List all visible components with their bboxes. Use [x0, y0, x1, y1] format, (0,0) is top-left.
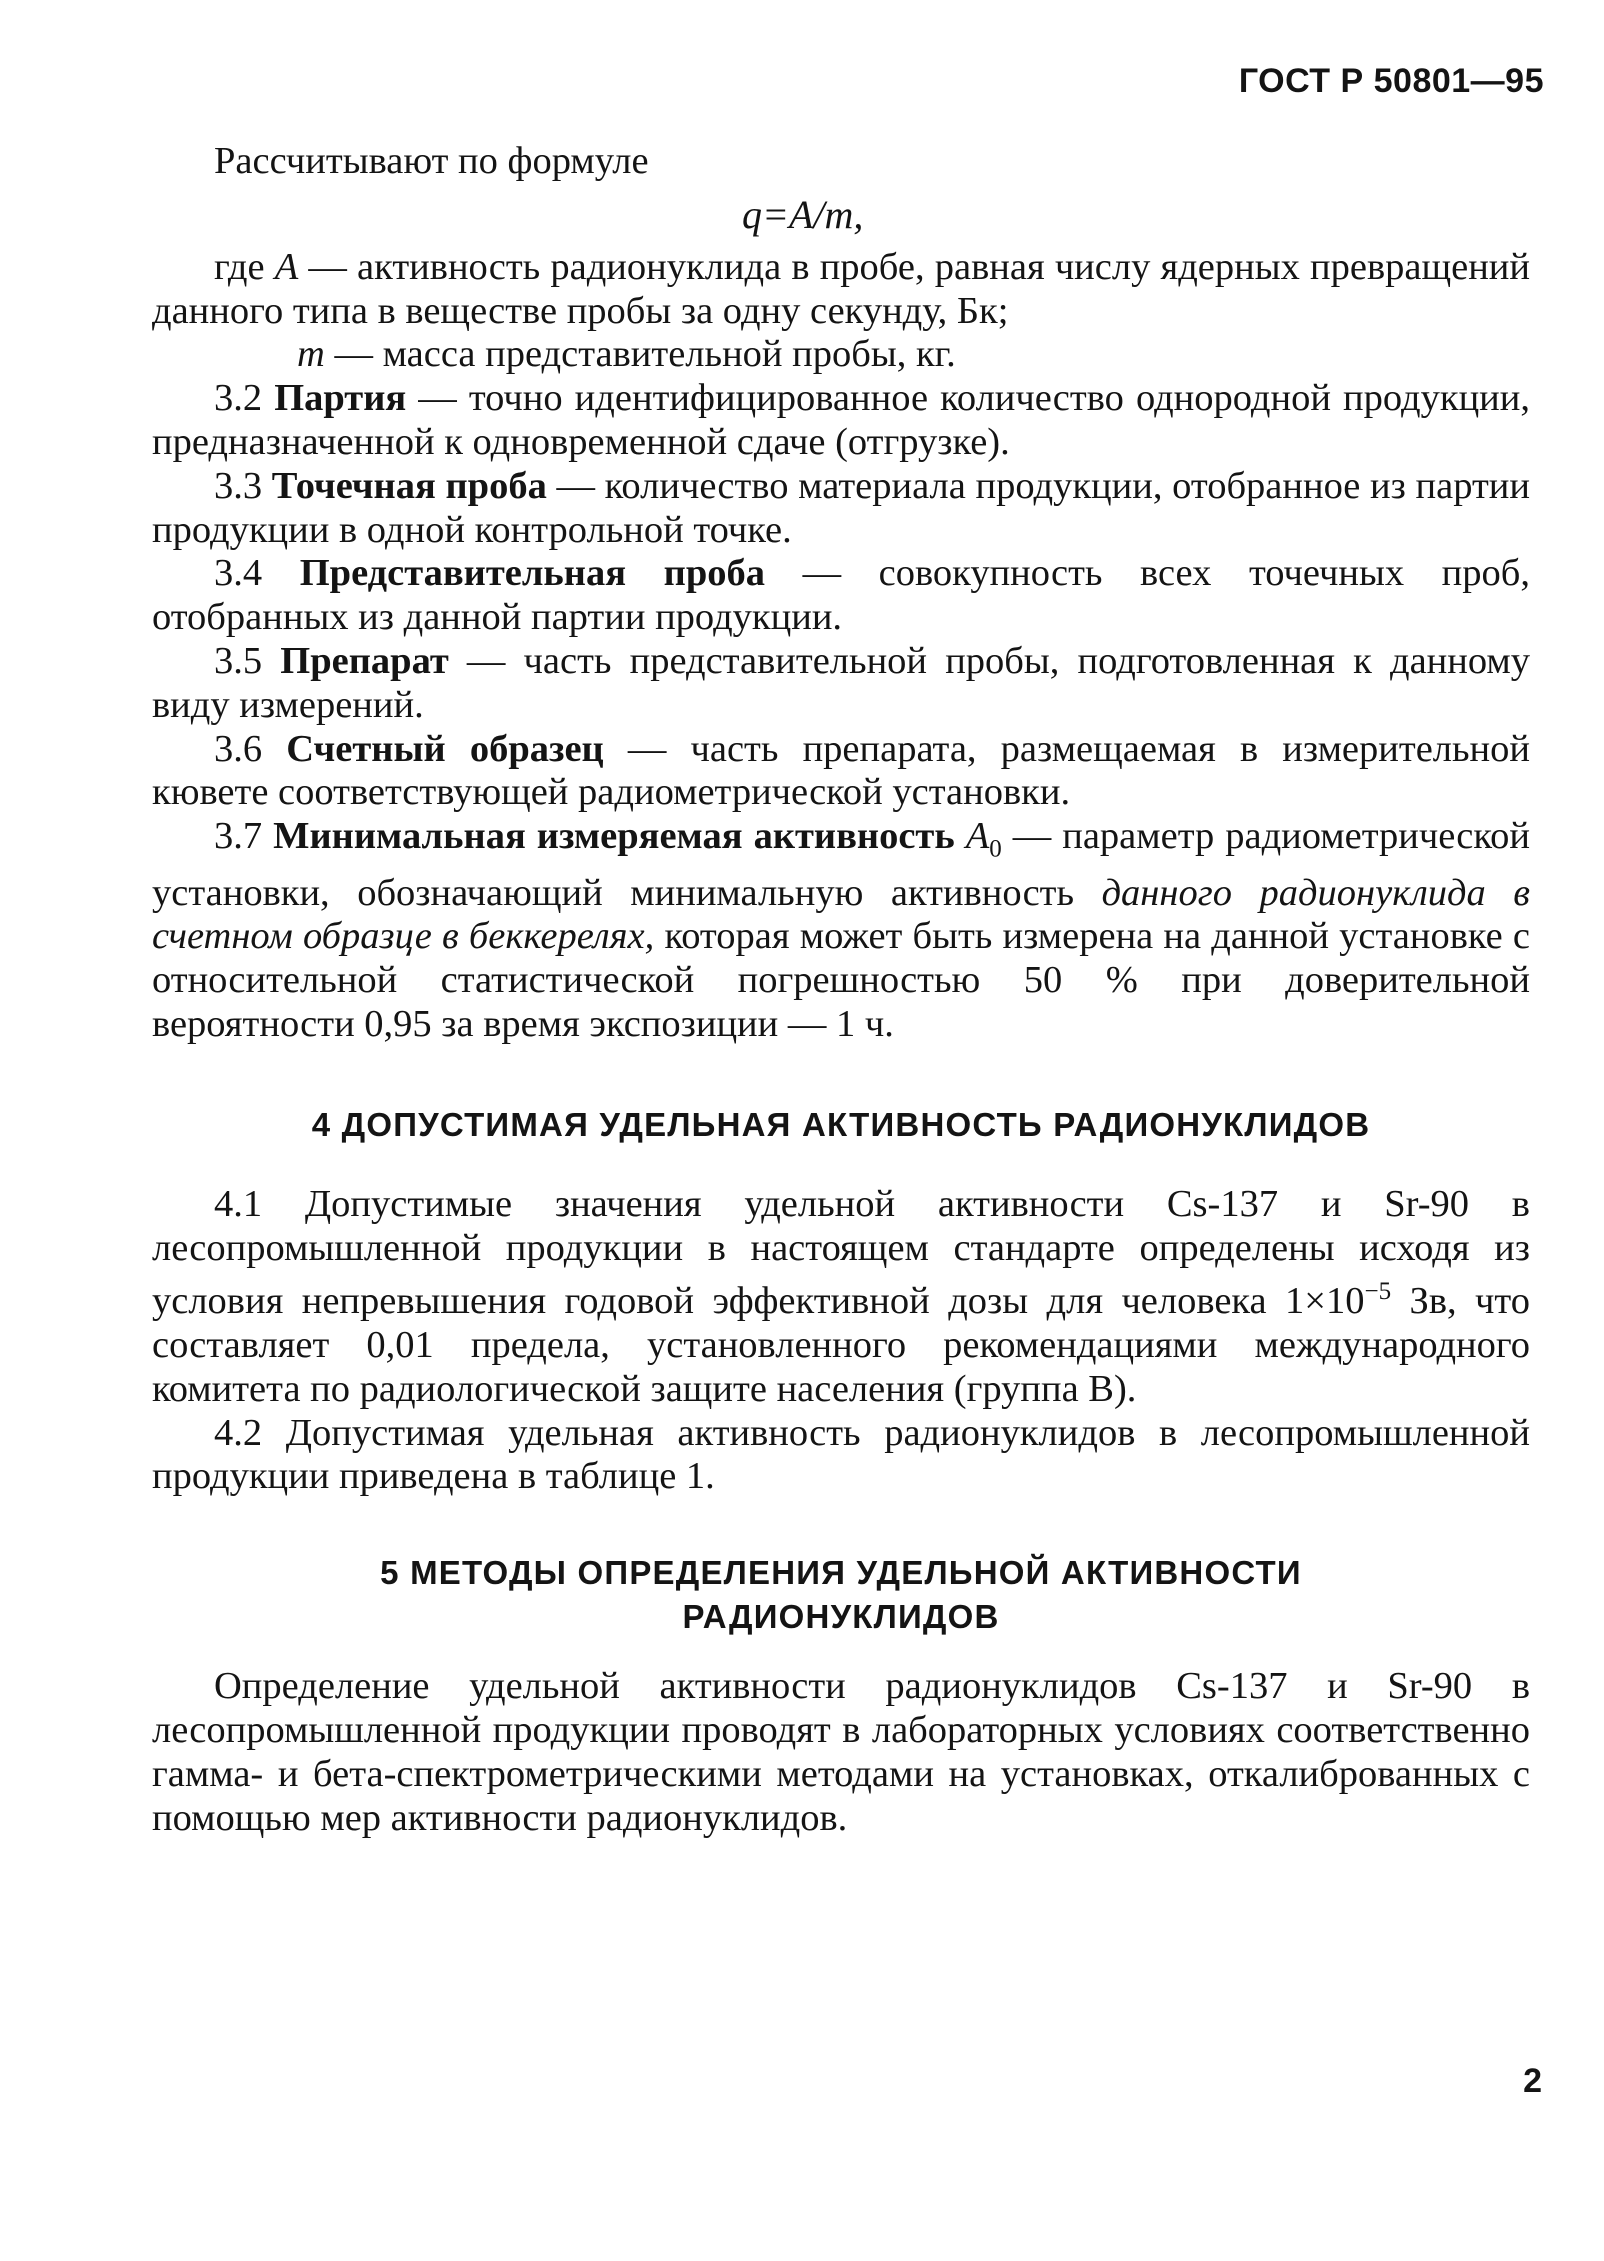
definition-3-3 — [152, 465, 1530, 553]
definition-number: 3.4 — [214, 552, 300, 595]
definition-term: Партия — [274, 377, 407, 420]
definition-term: Точечная проба — [271, 464, 547, 507]
definition-term: Минимальная измеряемая активность — [273, 815, 955, 858]
paragraph-5: Определение удельной активности радионуклидов Cs-137 и Sr-90 в лесопромышленной продукции проводят в лабораторных условиях соответственно гамма- и бета-спектрометрическими методами на установках, откалиброванных с помощью мер активности радионуклидов. — [152, 1665, 1530, 1839]
paragraph-4-2: 4.2 Допустимая удельная активность радионуклидов в лесопромышленной продукции приведена в таблице 1. — [152, 1411, 1530, 1498]
definition-text: — количество материала продукции, отобранное из партии продукции в одной контрольной точке. — [152, 464, 1531, 551]
variable-m-explanation — [152, 333, 1530, 377]
variable-m: m — [297, 333, 325, 376]
variable-a: A — [274, 245, 299, 288]
definition-text: — часть представительной пробы, подготовленная к данному виду измерений. — [152, 639, 1530, 726]
page-number: 2 — [1523, 2062, 1542, 2100]
paragraph-4-1 — [152, 1183, 1530, 1412]
variable-m-text: — масса представительной пробы, кг. — [324, 333, 956, 376]
symbol-subscript: 0 — [989, 835, 1002, 863]
definition-number: 3.3 — [214, 464, 272, 507]
definition-3-5 — [152, 640, 1530, 728]
definition-term: Препарат — [280, 639, 449, 682]
paragraph-text: 4.1 Допустимые значения удельной активности Cs-137 и Sr-90 в лесопромышленной продукции в настоящем стандарте определены исходя из условия непревышения годовой эффективной дозы для человека 1×10 — [152, 1182, 1530, 1323]
document-code-header: ГОСТ Р 50801—95 — [1238, 62, 1544, 100]
page-body — [152, 140, 1530, 1840]
definition-3-6 — [152, 728, 1530, 816]
definition-number: 3.2 — [214, 377, 275, 420]
exponent: −5 — [1364, 1278, 1392, 1306]
definition-3-2 — [152, 377, 1530, 465]
variable-a-text: — активность радионуклида в пробе, равная числу ядерных превращений данного типа в веществе пробы за одну секунду, Бк; — [152, 245, 1531, 332]
where-prefix: где — [214, 245, 275, 288]
section-5-title — [152, 1551, 1530, 1639]
definition-number: 3.5 — [214, 639, 281, 682]
definition-number: 3.7 — [214, 815, 274, 858]
definition-text: — часть препарата, размещаемая в измерительной кювете соответствующей радиометрической установки. — [152, 727, 1531, 814]
section-5-title-line-2: РАДИОНУКЛИДОВ — [682, 1598, 1000, 1636]
definition-term: Счетный образец — [286, 727, 604, 770]
symbol-a: A — [965, 815, 990, 858]
section-5-title-line-1: 5 МЕТОДЫ ОПРЕДЕЛЕНИЯ УДЕЛЬНОЙ АКТИВНОСТИ — [380, 1554, 1302, 1592]
definition-text-italic: данного радионуклида в счетном образце в беккерелях, — [152, 871, 1530, 958]
formula-intro: Рассчитывают по формуле — [214, 140, 649, 182]
definition-text: — точно идентифицированное количество однородной продукции, предназначенной к одновременной сдаче (отгрузке). — [152, 377, 1530, 463]
definition-text: — совокупность всех точечных проб, отобранных из данной партии продукции. — [152, 552, 1531, 639]
formula: q=A/m, — [742, 191, 864, 237]
definition-3-7 — [152, 815, 1530, 1047]
definition-3-4 — [152, 552, 1530, 640]
definition-number: 3.6 — [214, 727, 287, 770]
variable-a-explanation — [152, 246, 1530, 334]
section-4-title: 4 ДОПУСТИМАЯ УДЕЛЬНАЯ АКТИВНОСТЬ РАДИОНУКЛИДОВ — [311, 1105, 1371, 1143]
definition-text-b: которая может быть измерена на данной установке с относительной статистической погрешностью 50 % при доверительной вероятности 0,95 за время экспозиции — 1 ч. — [152, 915, 1530, 1046]
paragraph-text: Зв, что составляет 0,01 предела, установленного рекомендациями международного комитета по радиологической защите населения (группа В). — [152, 1280, 1530, 1410]
definition-text-a: — параметр радиометрической установки, обозначающий минимальную активность — [152, 815, 1531, 914]
definition-term: Представительная проба — [299, 552, 765, 595]
